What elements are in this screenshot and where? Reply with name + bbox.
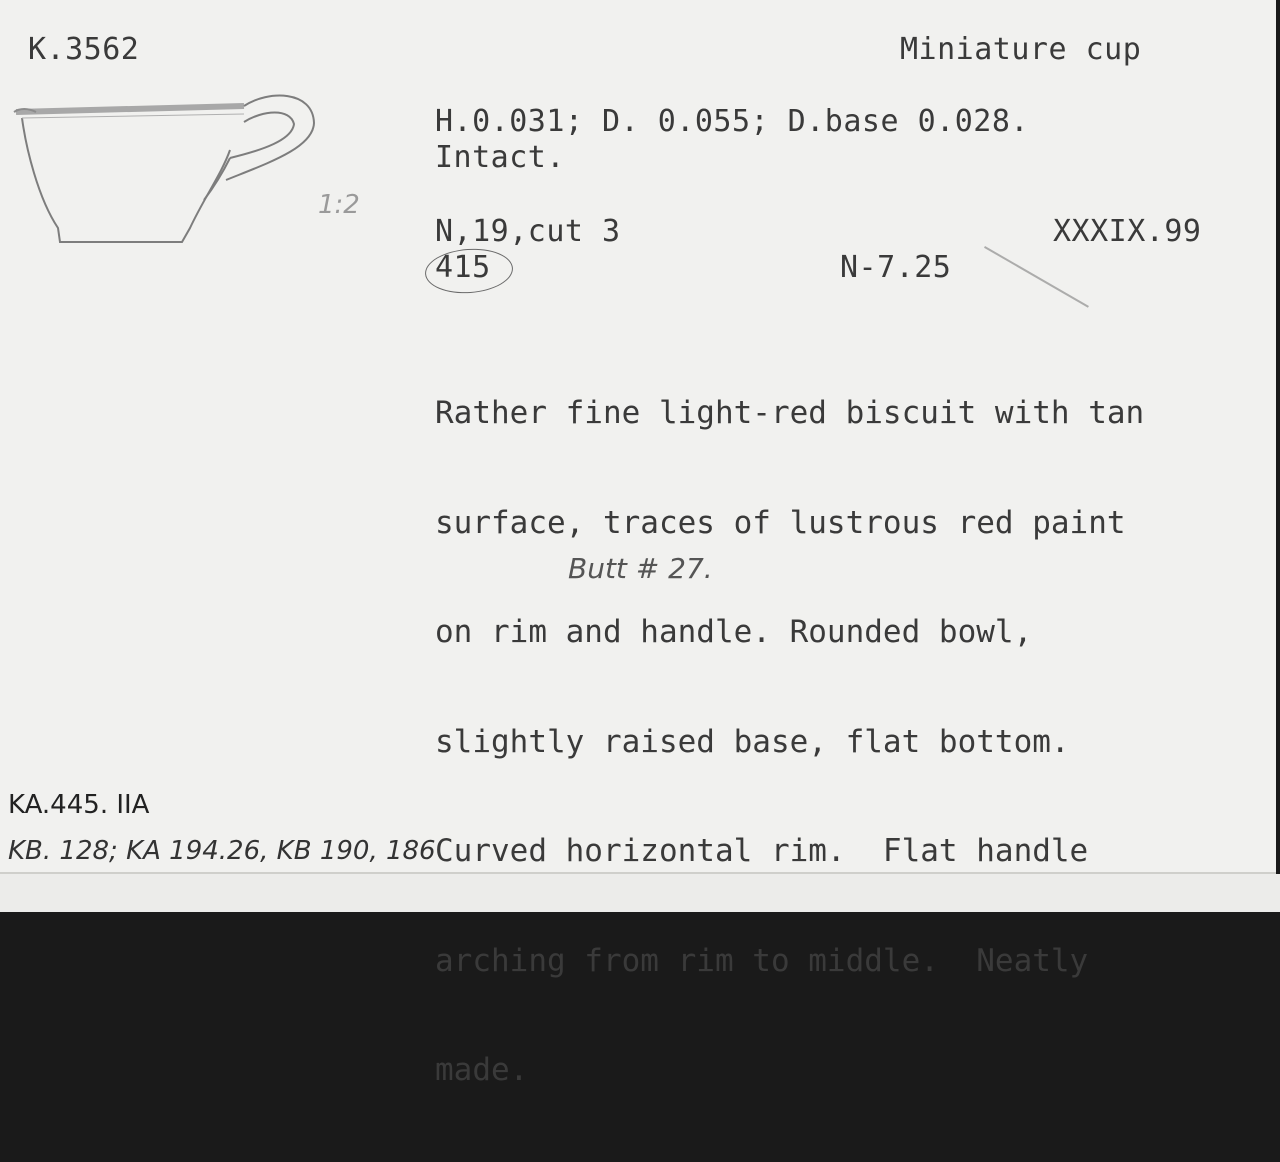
reference-code: XXXIX.99 — [1053, 214, 1202, 249]
card-bottom-strip — [0, 874, 1280, 912]
kb-references: KB. 128; KA 194.26, KB 190, 186 — [8, 836, 436, 866]
dimensions: H.0.031; D. 0.055; D.base 0.028. — [435, 104, 1029, 139]
description-line: arching from rim to middle. Neatly — [435, 942, 1089, 979]
handwritten-note: Butt # 27. — [568, 552, 713, 585]
description — [435, 322, 1144, 1162]
description-line: surface, traces of lustrous red paint — [435, 504, 1126, 541]
description-line: slightly raised base, flat bottom. — [435, 723, 1070, 760]
catalog-number: K.3562 — [28, 32, 140, 67]
scale-note: 1:2 — [318, 190, 360, 220]
findspot: N,19,cut 3 — [435, 214, 621, 249]
description-line: made. — [435, 1052, 529, 1088]
cup-drawing — [8, 88, 328, 258]
description-line: Rather fine light-red biscuit with tan — [435, 395, 1145, 431]
lot-number: 415 — [435, 250, 491, 285]
description-line: on rim and handle. Rounded bowl, — [435, 614, 1033, 650]
pencil-stroke — [984, 246, 1089, 308]
ka-reference: KA.445. IIA — [8, 790, 150, 820]
description-line: Curved horizontal rim. Flat handle — [435, 833, 1089, 869]
condition: Intact. — [435, 140, 565, 175]
grid-reference: N-7.25 — [840, 250, 952, 285]
object-title: Miniature cup — [900, 32, 1142, 67]
